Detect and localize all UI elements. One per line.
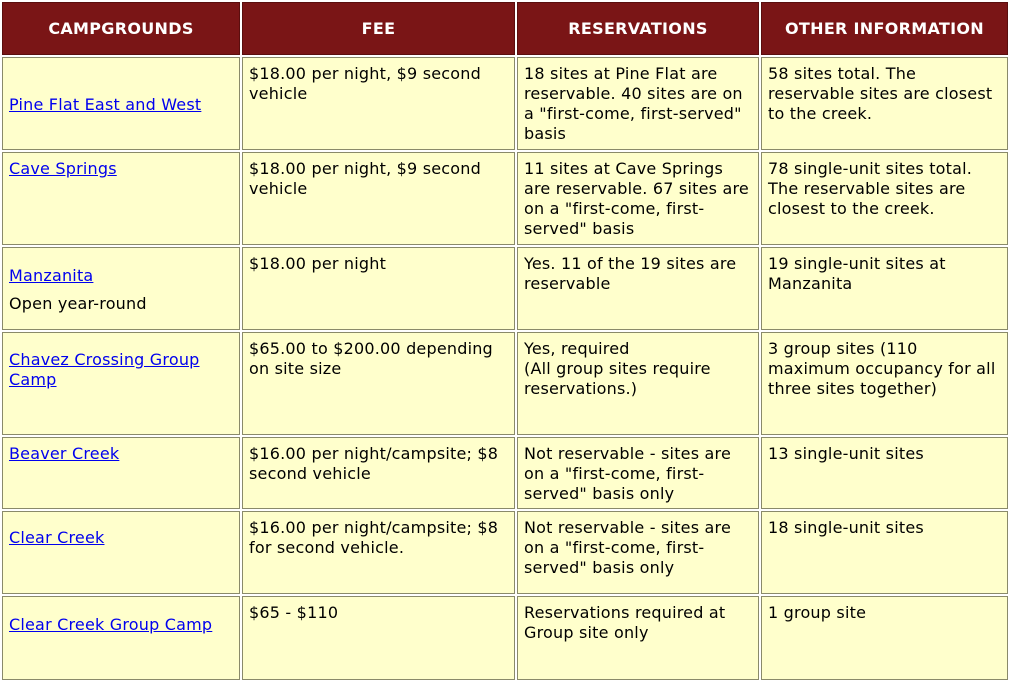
- campground-cell: [2, 596, 240, 680]
- fee-cell: $18.00 per night, $9 second vehicle: [242, 152, 515, 245]
- campground-link[interactable]: Manzanita: [9, 266, 94, 285]
- other-info-cell: 19 single-unit sites at Manzanita: [761, 247, 1008, 330]
- reservations-cell: Not reservable - sites are on a "first-come, first-served" basis only: [517, 437, 759, 509]
- campground-note: Open year-round: [9, 294, 147, 313]
- header-row: [2, 2, 1008, 55]
- table-row: [2, 247, 1008, 330]
- campground-link[interactable]: Clear Creek: [9, 528, 105, 547]
- other-info-cell: 1 group site: [761, 596, 1008, 680]
- fee-cell: $18.00 per night, $9 second vehicle: [242, 57, 515, 150]
- campground-link[interactable]: Cave Springs: [9, 159, 117, 178]
- table-row: [2, 437, 1008, 509]
- header-other-information: OTHER INFORMATION: [761, 2, 1008, 55]
- other-info-cell: 18 single-unit sites: [761, 511, 1008, 594]
- reservations-cell: Reservations required at Group site only: [517, 596, 759, 680]
- campground-cell: [2, 332, 240, 435]
- campground-cell: [2, 247, 240, 330]
- table-row: [2, 511, 1008, 594]
- fee-cell: $65.00 to $200.00 depending on site size: [242, 332, 515, 435]
- reservations-cell: 18 sites at Pine Flat are reservable. 40 sites are on a "first-come, first-served" basis: [517, 57, 759, 150]
- campground-cell: [2, 57, 240, 150]
- table-row: [2, 596, 1008, 680]
- campground-link[interactable]: Beaver Creek: [9, 444, 120, 463]
- fee-cell: $65 - $110: [242, 596, 515, 680]
- table-row: [2, 57, 1008, 150]
- header-campgrounds: CAMPGROUNDS: [2, 2, 240, 55]
- campground-cell: [2, 437, 240, 509]
- reservations-cell: 11 sites at Cave Springs are reservable. 67 sites are on a "first-come, first-served" basis: [517, 152, 759, 245]
- header-reservations: RESERVATIONS: [517, 2, 759, 55]
- other-info-cell: 58 sites total. The reservable sites are closest to the creek.: [761, 57, 1008, 150]
- campground-cell: [2, 511, 240, 594]
- reservations-cell: Not reservable - sites are on a "first-come, first-served" basis only: [517, 511, 759, 594]
- fee-cell: $16.00 per night/campsite; $8 second vehicle: [242, 437, 515, 509]
- other-info-cell: 3 group sites (110 maximum occupancy for all three sites together): [761, 332, 1008, 435]
- campground-link[interactable]: Clear Creek Group Camp: [9, 615, 213, 634]
- header-fee: FEE: [242, 2, 515, 55]
- fee-cell: $18.00 per night: [242, 247, 515, 330]
- campground-link[interactable]: Pine Flat East and West: [9, 94, 202, 114]
- table-row: [2, 152, 1008, 245]
- table-row: [2, 332, 1008, 435]
- campground-cell: [2, 152, 240, 245]
- other-info-cell: 13 single-unit sites: [761, 437, 1008, 509]
- other-info-cell: 78 single-unit sites total. The reservable sites are closest to the creek.: [761, 152, 1008, 245]
- campground-link[interactable]: Chavez Crossing Group Camp: [9, 350, 200, 389]
- reservations-cell: Yes, required (All group sites require reservations.): [517, 332, 759, 435]
- reservations-cell: Yes. 11 of the 19 sites are reservable: [517, 247, 759, 330]
- fee-cell: $16.00 per night/campsite; $8 for second vehicle.: [242, 511, 515, 594]
